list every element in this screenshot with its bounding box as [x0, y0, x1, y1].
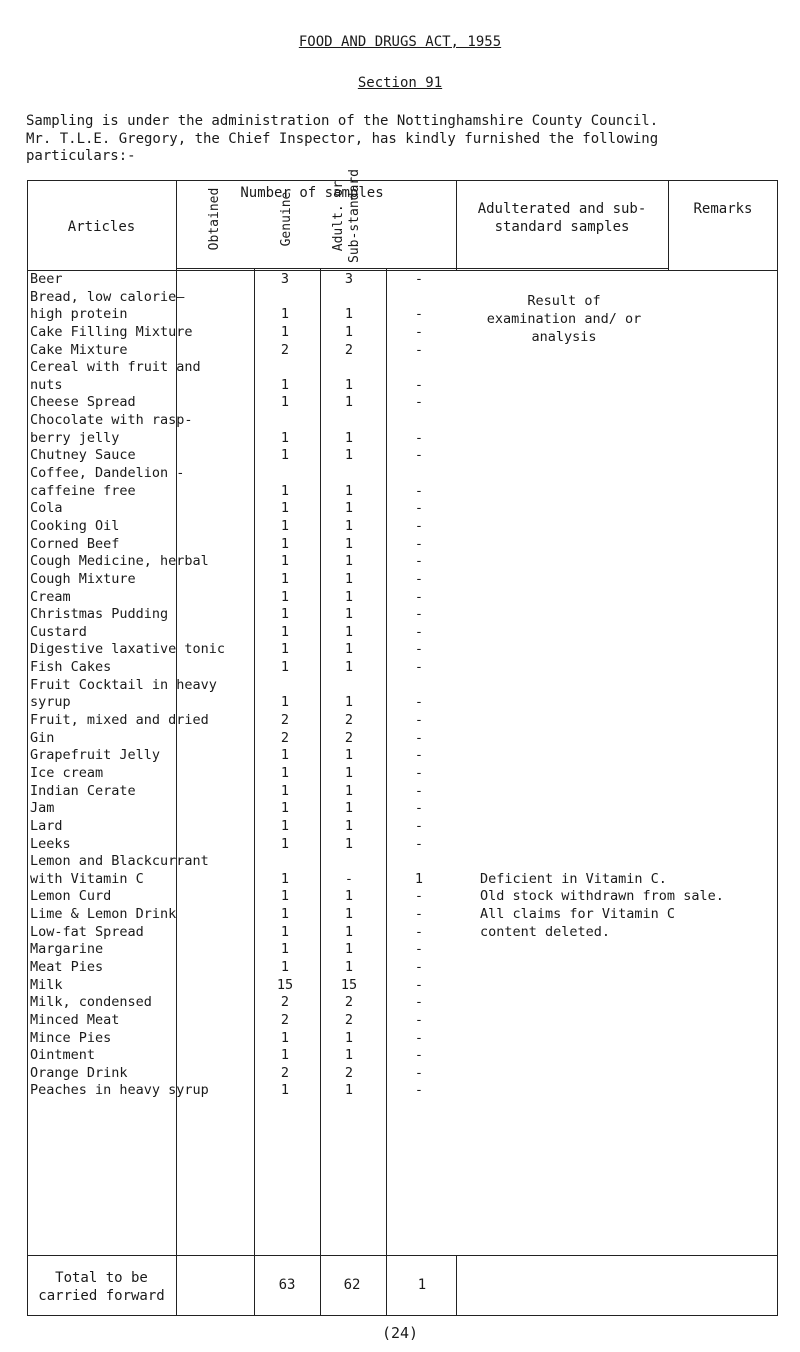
obtained-cell: 2	[280, 729, 290, 746]
subheader-divider	[176, 268, 668, 269]
article-cell: berry jelly	[30, 429, 120, 446]
genuine-cell: 1	[344, 906, 354, 923]
article-cell: Milk, condensed	[30, 994, 152, 1011]
adult-cell: -	[414, 782, 424, 799]
header-adult-line2: Sub-standard	[347, 169, 362, 263]
genuine-cell: 1	[344, 1029, 354, 1046]
article-cell: Indian Cerate	[30, 782, 136, 799]
remark-cell: Old stock withdrawn from sale.	[480, 888, 724, 905]
obtained-cell: 1	[280, 870, 290, 887]
article-cell: high protein	[30, 306, 128, 323]
table-row	[27, 783, 778, 801]
obtained-cell: 1	[280, 517, 290, 534]
article-cell: Fish Cakes	[30, 659, 112, 676]
remark-cell: All claims for Vitamin C	[480, 906, 676, 923]
total-genuine: 62	[343, 1277, 361, 1293]
genuine-cell: 2	[344, 1011, 354, 1028]
genuine-cell: 1	[344, 447, 354, 464]
article-cell: Margarine	[30, 941, 104, 958]
obtained-cell: 1	[280, 1029, 290, 1046]
adult-cell: -	[414, 1029, 424, 1046]
table-row	[27, 394, 778, 412]
genuine-cell: 1	[344, 747, 354, 764]
adult-cell: -	[414, 941, 424, 958]
obtained-cell: 1	[280, 747, 290, 764]
obtained-cell: 1	[280, 800, 290, 817]
table-row	[27, 800, 778, 818]
genuine-cell: 1	[344, 570, 354, 587]
genuine-cell: 1	[344, 782, 354, 799]
article-cell: Cough Mixture	[30, 570, 136, 587]
table-row	[27, 500, 778, 518]
adult-cell: -	[414, 694, 424, 711]
adult-cell: -	[414, 906, 424, 923]
article-cell: Orange Drink	[30, 1064, 128, 1081]
adult-cell: -	[414, 570, 424, 587]
article-cell: Minced Meat	[30, 1011, 120, 1028]
genuine-cell: 1	[344, 1082, 354, 1099]
adult-cell: -	[414, 729, 424, 746]
obtained-cell: 1	[280, 606, 290, 623]
table-row	[27, 377, 778, 395]
genuine-cell: 1	[344, 482, 354, 499]
obtained-cell: 1	[280, 641, 290, 658]
total-adult: 1	[417, 1277, 427, 1293]
adult-cell: -	[414, 1047, 424, 1064]
genuine-cell: 1	[344, 835, 354, 852]
table-row	[27, 571, 778, 589]
adult-cell: -	[414, 641, 424, 658]
obtained-cell: 1	[280, 764, 290, 781]
table-row	[27, 694, 778, 712]
genuine-cell: 1	[344, 429, 354, 446]
article-cell: Cola	[30, 500, 63, 517]
table-row	[27, 289, 778, 307]
table-row	[27, 589, 778, 607]
adult-cell: -	[414, 500, 424, 517]
table-row	[27, 959, 778, 977]
adult-cell: -	[414, 323, 424, 340]
obtained-cell: 1	[280, 623, 290, 640]
adult-cell: -	[414, 888, 424, 905]
obtained-cell: 1	[280, 817, 290, 834]
article-cell: Cake Mixture	[30, 341, 128, 358]
genuine-cell: 1	[344, 376, 354, 393]
article-cell: Lard	[30, 817, 63, 834]
obtained-cell: 1	[280, 482, 290, 499]
article-cell: Cough Medicine, herbal	[30, 553, 209, 570]
adult-cell: -	[414, 429, 424, 446]
adult-cell: -	[414, 976, 424, 993]
genuine-cell: 2	[344, 994, 354, 1011]
genuine-cell: -	[344, 870, 354, 887]
obtained-cell: 1	[280, 958, 290, 975]
obtained-cell: 1	[280, 306, 290, 323]
table-row	[27, 465, 778, 483]
table-row	[27, 765, 778, 783]
header-genuine: Genuine	[279, 191, 294, 247]
article-cell: Cream	[30, 588, 71, 605]
article-cell: Corned Beef	[30, 535, 120, 552]
table-row	[27, 553, 778, 571]
genuine-cell: 1	[344, 535, 354, 552]
adult-cell: -	[414, 535, 424, 552]
table-row	[27, 324, 778, 342]
article-cell: Coffee, Dandelion -	[30, 465, 185, 482]
obtained-cell: 1	[280, 376, 290, 393]
genuine-cell: 1	[344, 923, 354, 940]
col-divider-adulterated	[456, 180, 457, 271]
header-samples: Number of samples	[240, 185, 384, 201]
adult-cell: -	[414, 606, 424, 623]
adult-cell: -	[414, 623, 424, 640]
adult-cell: -	[414, 447, 424, 464]
adult-cell: -	[414, 817, 424, 834]
obtained-cell: 1	[280, 659, 290, 676]
obtained-cell: 2	[280, 341, 290, 358]
table-row	[27, 941, 778, 959]
genuine-cell: 2	[344, 712, 354, 729]
table-row	[27, 306, 778, 324]
genuine-cell: 2	[344, 729, 354, 746]
genuine-cell: 2	[344, 341, 354, 358]
adult-cell: -	[414, 394, 424, 411]
article-cell: Lemon and Blackcurrant	[30, 853, 209, 870]
table-row	[27, 1082, 778, 1100]
table-row	[27, 483, 778, 501]
table-row	[27, 447, 778, 465]
header-articles: Articles	[67, 219, 136, 235]
table-border-top	[27, 180, 778, 181]
table-border-bottom	[27, 1315, 778, 1316]
obtained-cell: 1	[280, 500, 290, 517]
table-row	[27, 712, 778, 730]
article-cell: Leeks	[30, 835, 71, 852]
table-row	[27, 853, 778, 871]
adult-cell: -	[414, 835, 424, 852]
page-number: (24)	[381, 1324, 419, 1342]
table-row	[27, 342, 778, 360]
article-cell: Meat Pies	[30, 958, 104, 975]
article-cell: with Vitamin C	[30, 870, 144, 887]
article-cell: Fruit, mixed and dried	[30, 712, 209, 729]
adult-cell: -	[414, 1011, 424, 1028]
article-cell: Lime & Lemon Drink	[30, 906, 177, 923]
section-heading: Section 91	[357, 75, 443, 91]
adult-cell: -	[414, 747, 424, 764]
article-cell: caffeine free	[30, 482, 136, 499]
genuine-cell: 1	[344, 553, 354, 570]
obtained-cell: 1	[280, 394, 290, 411]
header-obtained: Obtained	[207, 187, 222, 251]
table-row	[27, 871, 778, 889]
obtained-cell: 1	[280, 553, 290, 570]
obtained-cell: 1	[280, 923, 290, 940]
table-row	[27, 747, 778, 765]
genuine-cell: 1	[344, 517, 354, 534]
adult-cell: -	[414, 553, 424, 570]
genuine-cell: 1	[344, 394, 354, 411]
table-row	[27, 836, 778, 854]
article-cell: Mince Pies	[30, 1029, 112, 1046]
genuine-cell: 1	[344, 588, 354, 605]
genuine-cell: 1	[344, 800, 354, 817]
obtained-cell: 1	[280, 941, 290, 958]
intro-paragraph	[26, 113, 786, 166]
intro-line: Sampling is under the administration of the Nottinghamshire County Council.	[26, 113, 659, 129]
article-cell: Ice cream	[30, 764, 104, 781]
obtained-cell: 1	[280, 429, 290, 446]
table-row	[27, 606, 778, 624]
genuine-cell: 15	[340, 976, 358, 993]
genuine-cell: 1	[344, 941, 354, 958]
article-cell: Cooking Oil	[30, 517, 120, 534]
samples-table	[27, 169, 778, 1316]
article-cell: Cheese Spread	[30, 394, 136, 411]
table-row	[27, 430, 778, 448]
intro-line: particulars:-	[26, 148, 136, 164]
article-cell: Bread, low calorie—	[30, 288, 185, 305]
obtained-cell: 1	[280, 447, 290, 464]
article-cell: Low-fat Spread	[30, 923, 144, 940]
header-result: Result of examination and/ or analysis	[486, 293, 642, 345]
article-cell: Beer	[30, 271, 63, 287]
col-divider-remarks	[668, 180, 669, 271]
article-cell: Fruit Cocktail in heavy	[30, 676, 217, 693]
genuine-cell: 1	[344, 500, 354, 517]
adult-cell: -	[414, 517, 424, 534]
table-row	[27, 677, 778, 695]
table-row	[27, 994, 778, 1012]
table-row	[27, 888, 778, 906]
genuine-cell: 3	[344, 271, 354, 287]
adult-cell: -	[414, 659, 424, 676]
article-cell: Peaches in heavy syrup	[30, 1082, 209, 1099]
article-cell: Custard	[30, 623, 87, 640]
table-body	[27, 271, 778, 1100]
adult-cell: -	[414, 800, 424, 817]
article-cell: syrup	[30, 694, 71, 711]
adult-cell: -	[414, 764, 424, 781]
adult-cell: -	[414, 376, 424, 393]
obtained-cell: 1	[280, 535, 290, 552]
intro-line: Mr. T.L.E. Gregory, the Chief Inspector, has kindly furnished the following	[26, 130, 659, 147]
adult-cell: -	[414, 712, 424, 729]
table-row	[27, 518, 778, 536]
genuine-cell: 1	[344, 306, 354, 323]
table-row	[27, 924, 778, 942]
genuine-cell: 1	[344, 623, 354, 640]
genuine-cell: 1	[344, 606, 354, 623]
obtained-cell: 1	[280, 570, 290, 587]
article-cell: Chocolate with rasp-	[30, 412, 193, 429]
adult-cell: -	[414, 588, 424, 605]
remark-cell: content deleted.	[480, 923, 611, 940]
article-cell: Chutney Sauce	[30, 447, 136, 464]
table-row	[27, 977, 778, 995]
article-cell: Lemon Curd	[30, 888, 112, 905]
genuine-cell: 2	[344, 1064, 354, 1081]
obtained-cell: 2	[280, 712, 290, 729]
table-row	[27, 641, 778, 659]
total-label: Total to be carried forward	[38, 1270, 165, 1304]
adult-cell: -	[414, 923, 424, 940]
article-cell: Grapefruit Jelly	[30, 747, 161, 764]
adult-cell: -	[414, 271, 424, 287]
table-row	[27, 624, 778, 642]
obtained-cell: 1	[280, 1082, 290, 1099]
adult-cell: -	[414, 1082, 424, 1099]
obtained-cell: 2	[280, 1064, 290, 1081]
page-title: FOOD AND DRUGS ACT, 1955	[298, 34, 502, 50]
table-row	[27, 412, 778, 430]
adult-cell: -	[414, 306, 424, 323]
obtained-cell: 2	[280, 994, 290, 1011]
genuine-cell: 1	[344, 323, 354, 340]
table-row	[27, 536, 778, 554]
genuine-cell: 1	[344, 659, 354, 676]
total-divider	[27, 1255, 778, 1256]
article-cell: nuts	[30, 376, 63, 393]
table-row	[27, 1030, 778, 1048]
adult-cell: -	[414, 1064, 424, 1081]
article-cell: Gin	[30, 729, 55, 746]
obtained-cell: 1	[280, 588, 290, 605]
header-remarks: Remarks	[693, 201, 753, 217]
header-adult-line1: Adult. or	[331, 180, 346, 252]
col-divider-adulterated-lower	[456, 1255, 457, 1316]
table-row	[27, 906, 778, 924]
article-cell: Digestive laxative tonic	[30, 641, 226, 658]
article-cell: Milk	[30, 976, 63, 993]
table-row	[27, 1012, 778, 1030]
article-cell: Jam	[30, 800, 55, 817]
obtained-cell: 1	[280, 323, 290, 340]
genuine-cell: 1	[344, 641, 354, 658]
adult-cell: -	[414, 482, 424, 499]
header-adulterated: Adulterated and sub-standard samples	[477, 201, 647, 235]
total-obtained: 63	[278, 1277, 296, 1293]
remark-cell: Deficient in Vitamin C.	[480, 870, 667, 887]
article-cell: Ointment	[30, 1047, 96, 1064]
obtained-cell: 2	[280, 1011, 290, 1028]
obtained-cell: 1	[280, 906, 290, 923]
table-row	[27, 359, 778, 377]
genuine-cell: 1	[344, 958, 354, 975]
article-cell: Christmas Pudding	[30, 606, 169, 623]
genuine-cell: 1	[344, 888, 354, 905]
obtained-cell: 3	[280, 271, 290, 287]
adult-cell: -	[414, 341, 424, 358]
genuine-cell: 1	[344, 694, 354, 711]
table-row	[27, 271, 778, 289]
obtained-cell: 1	[280, 1047, 290, 1064]
obtained-cell: 1	[280, 835, 290, 852]
table-row	[27, 1065, 778, 1083]
table-row	[27, 818, 778, 836]
adult-cell: 1	[414, 870, 424, 887]
article-cell: Cake Filling Mixture	[30, 323, 193, 340]
article-cell: Cereal with fruit and	[30, 359, 201, 376]
adult-cell: -	[414, 994, 424, 1011]
table-row	[27, 1047, 778, 1065]
table-row	[27, 659, 778, 677]
genuine-cell: 1	[344, 1047, 354, 1064]
obtained-cell: 15	[276, 976, 294, 993]
genuine-cell: 1	[344, 817, 354, 834]
obtained-cell: 1	[280, 782, 290, 799]
obtained-cell: 1	[280, 694, 290, 711]
adult-cell: -	[414, 958, 424, 975]
obtained-cell: 1	[280, 888, 290, 905]
genuine-cell: 1	[344, 764, 354, 781]
table-row	[27, 730, 778, 748]
